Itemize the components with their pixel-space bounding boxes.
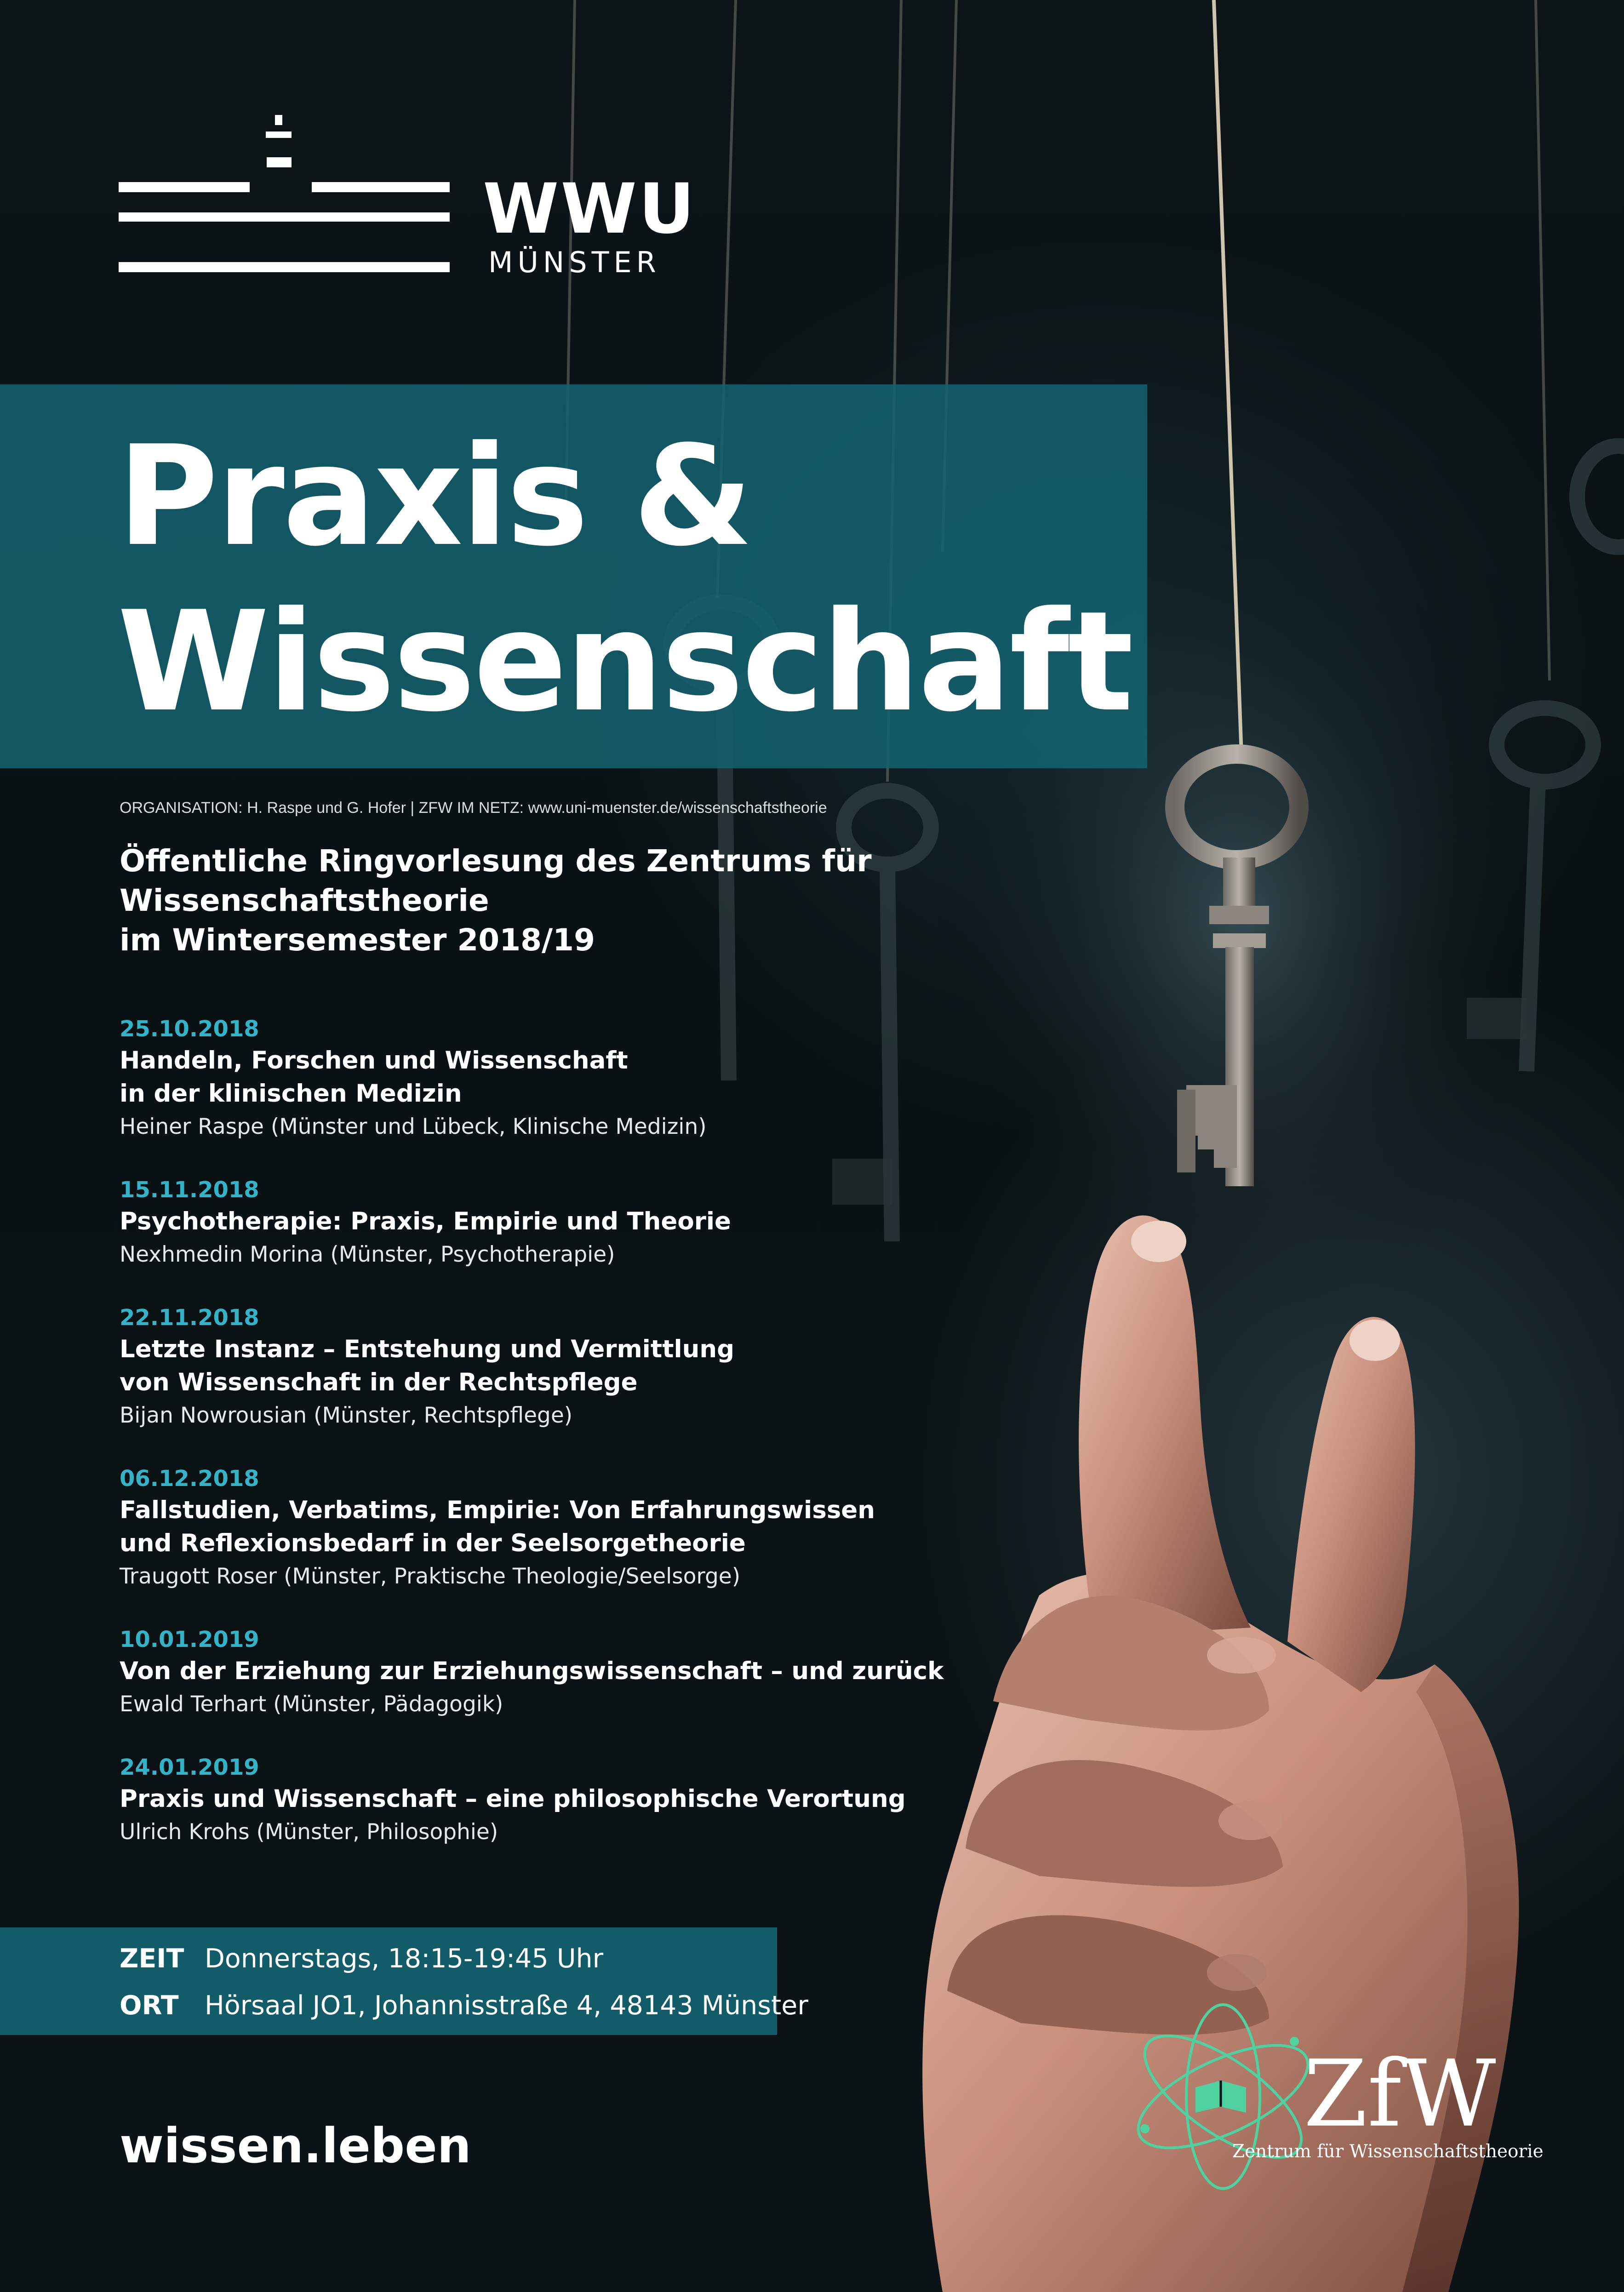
- lecture-title: [120, 1044, 1039, 1110]
- lecture-title: [120, 1494, 1039, 1560]
- lecture-title-line: Praxis und Wissenschaft – eine philosophische Verortung: [120, 1785, 906, 1813]
- lecture-speaker: Traugott Roser (Münster, Praktische Theologie/Seelsorge): [120, 1564, 741, 1589]
- lecture-speaker: Ewald Terhart (Münster, Pädagogik): [120, 1692, 503, 1717]
- lecture-title-line: von Wissenschaft in der Rechtspflege: [120, 1368, 638, 1396]
- lecture-title-line: Fallstudien, Verbatims, Empirie: Von Erfahrungswissen: [120, 1496, 875, 1524]
- lecture-date: 10.01.2019: [120, 1627, 259, 1652]
- zfw-logo-name: ZfW: [1304, 2041, 1496, 2148]
- lecture-title-line: Psychotherapie: Praxis, Empirie und Theorie: [120, 1207, 731, 1235]
- wwu-logo-city: MÜNSTER: [488, 246, 661, 279]
- zfw-logo-subtitle: Zentrum für Wissenschaftstheorie: [1232, 2141, 1544, 2162]
- time-row: [120, 1936, 809, 1982]
- subtitle-line-2: im Wintersemester 2018/19: [120, 922, 595, 958]
- lecture-title-line: in der klinischen Medizin: [120, 1080, 462, 1108]
- lecture-title: [120, 1333, 1039, 1399]
- lecture-date: 24.01.2019: [120, 1755, 259, 1780]
- lecture-title-line: Handeln, Forschen und Wissenschaft: [120, 1046, 628, 1075]
- lecture-item: [120, 1175, 1039, 1271]
- lecture-speaker: Nexhmedin Morina (Münster, Psychotherapie): [120, 1242, 615, 1267]
- place-value: Hörsaal JO1, Johannisstraße 4, 48143 Münster: [205, 1990, 808, 2021]
- wwu-logo-name: WWU: [483, 169, 697, 249]
- lecture-list: [120, 1014, 1039, 1880]
- lecture-item: [120, 1752, 1039, 1849]
- lecture-title-line: Von der Erziehung zur Erziehungswissenschaft – und zurück: [120, 1657, 944, 1685]
- lecture-date: 06.12.2018: [120, 1466, 259, 1492]
- lecture-date: 15.11.2018: [120, 1177, 259, 1203]
- lecture-item: [120, 1624, 1039, 1721]
- organisation-line: ORGANISATION: H. Raspe und G. Hofer | ZFW IM NETZ: www.uni-muenster.de/wissenschaftstheorie: [120, 799, 827, 817]
- lecture-date: 22.11.2018: [120, 1305, 259, 1331]
- title-line-2: Wissenschaft: [117, 582, 1132, 742]
- lecture-title: [120, 1783, 1039, 1816]
- lecture-date: 25.10.2018: [120, 1016, 259, 1042]
- lecture-title: [120, 1205, 1039, 1238]
- lecture-title-line: und Reflexionsbedarf in der Seelsorgetheorie: [120, 1529, 746, 1557]
- lecture-title-line: Letzte Instanz – Entstehung und Vermittlung: [120, 1335, 735, 1363]
- slogan: wissen.leben: [120, 2118, 471, 2174]
- page-title: [117, 414, 1175, 745]
- place-row: [120, 1983, 809, 2029]
- lecture-speaker: Ulrich Krohs (Münster, Philosophie): [120, 1819, 498, 1845]
- lecture-title: [120, 1655, 1039, 1688]
- title-line-1: Praxis &: [117, 416, 752, 577]
- place-label: ORT: [120, 1990, 179, 2021]
- lecture-item: [120, 1303, 1039, 1432]
- lecture-speaker: Bijan Nowrousian (Münster, Rechtspflege): [120, 1403, 573, 1428]
- lecture-item: [120, 1014, 1039, 1143]
- subtitle-line-1: Öffentliche Ringvorlesung des Zentrums für Wissenschaftstheorie: [120, 843, 872, 918]
- time-label: ZEIT: [120, 1943, 184, 1974]
- lecture-speaker: Heiner Raspe (Münster und Lübeck, Klinische Medizin): [120, 1114, 707, 1139]
- subtitle: [120, 841, 1223, 960]
- lecture-item: [120, 1463, 1039, 1593]
- time-value: Donnerstags, 18:15-19:45 Uhr: [205, 1943, 604, 1974]
